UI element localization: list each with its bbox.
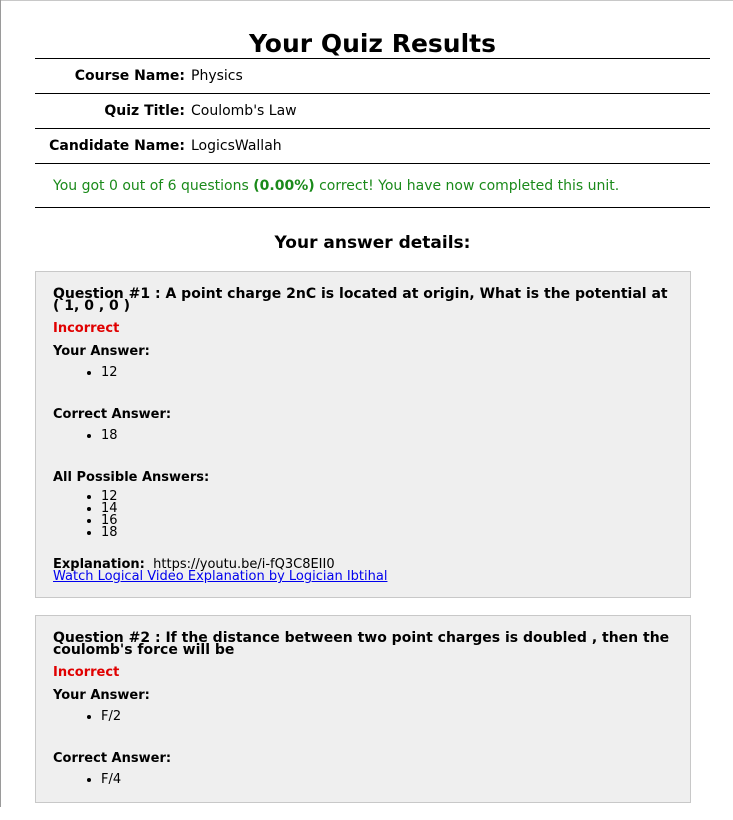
correct-answer-label: Correct Answer: — [53, 751, 172, 766]
list-item: • 18 — [101, 527, 673, 539]
your-answer-list — [53, 709, 673, 725]
all-possible-label: All Possible Answers: — [53, 470, 210, 485]
course-row — [35, 59, 710, 94]
list-item: • 16 — [101, 515, 673, 527]
explanation-url: https://youtu.be/i-fQ3C8EII0 — [153, 557, 335, 572]
video-explanation-link[interactable]: Watch Logical Video Explanation by Logician Ibtihal — [53, 569, 388, 584]
correct-answer-list — [53, 428, 673, 444]
question-title: Question #1 : A point charge 2nC is located at origin, What is the potential at ( 1, 0 , 0 ) — [53, 286, 668, 314]
correct-answer-label: Correct Answer: — [53, 407, 172, 422]
list-item: • F/4 — [101, 772, 673, 788]
course-label: Course Name: — [35, 59, 191, 94]
list-item: • F/2 — [101, 709, 673, 725]
quiz-value: Coulomb's Law — [191, 94, 710, 129]
window-left-edge — [0, 0, 1, 807]
list-item: • 14 — [101, 503, 673, 515]
quiz-label: Quiz Title: — [35, 94, 191, 129]
page-title: Your Quiz Results — [249, 29, 496, 58]
candidate-row — [35, 129, 710, 164]
explanation-label: Explanation: — [53, 557, 145, 572]
candidate-label: Candidate Name: — [35, 129, 191, 164]
your-answer-list — [53, 365, 673, 381]
correct-answer-list — [53, 772, 673, 788]
status-badge: Incorrect — [53, 321, 120, 336]
quiz-row — [35, 94, 710, 129]
candidate-value: LogicsWallah — [191, 129, 710, 164]
question-title: Question #2 : If the distance between two point charges is doubled , then the coulomb's force will be — [53, 630, 670, 658]
status-badge: Incorrect — [53, 665, 120, 680]
your-answer-label: Your Answer: — [53, 344, 150, 359]
info-table — [35, 58, 710, 164]
list-item: • 18 — [101, 428, 673, 444]
question-card-1 — [35, 271, 691, 598]
result-percent: (0.00%) — [253, 178, 315, 194]
question-card-2 — [35, 615, 691, 803]
result-suffix: correct! You have now completed this unit. — [314, 178, 620, 194]
result-prefix: You got 0 out of 6 questions — [53, 178, 254, 194]
result-summary — [35, 164, 710, 208]
course-value: Physics — [191, 59, 710, 94]
list-item: • 12 — [101, 365, 673, 381]
your-answer-label: Your Answer: — [53, 688, 150, 703]
answer-details-heading: Your answer details: — [274, 233, 471, 253]
results-container — [35, 0, 710, 820]
possible-answers-list — [53, 491, 673, 539]
list-item: • 12 — [101, 491, 673, 503]
